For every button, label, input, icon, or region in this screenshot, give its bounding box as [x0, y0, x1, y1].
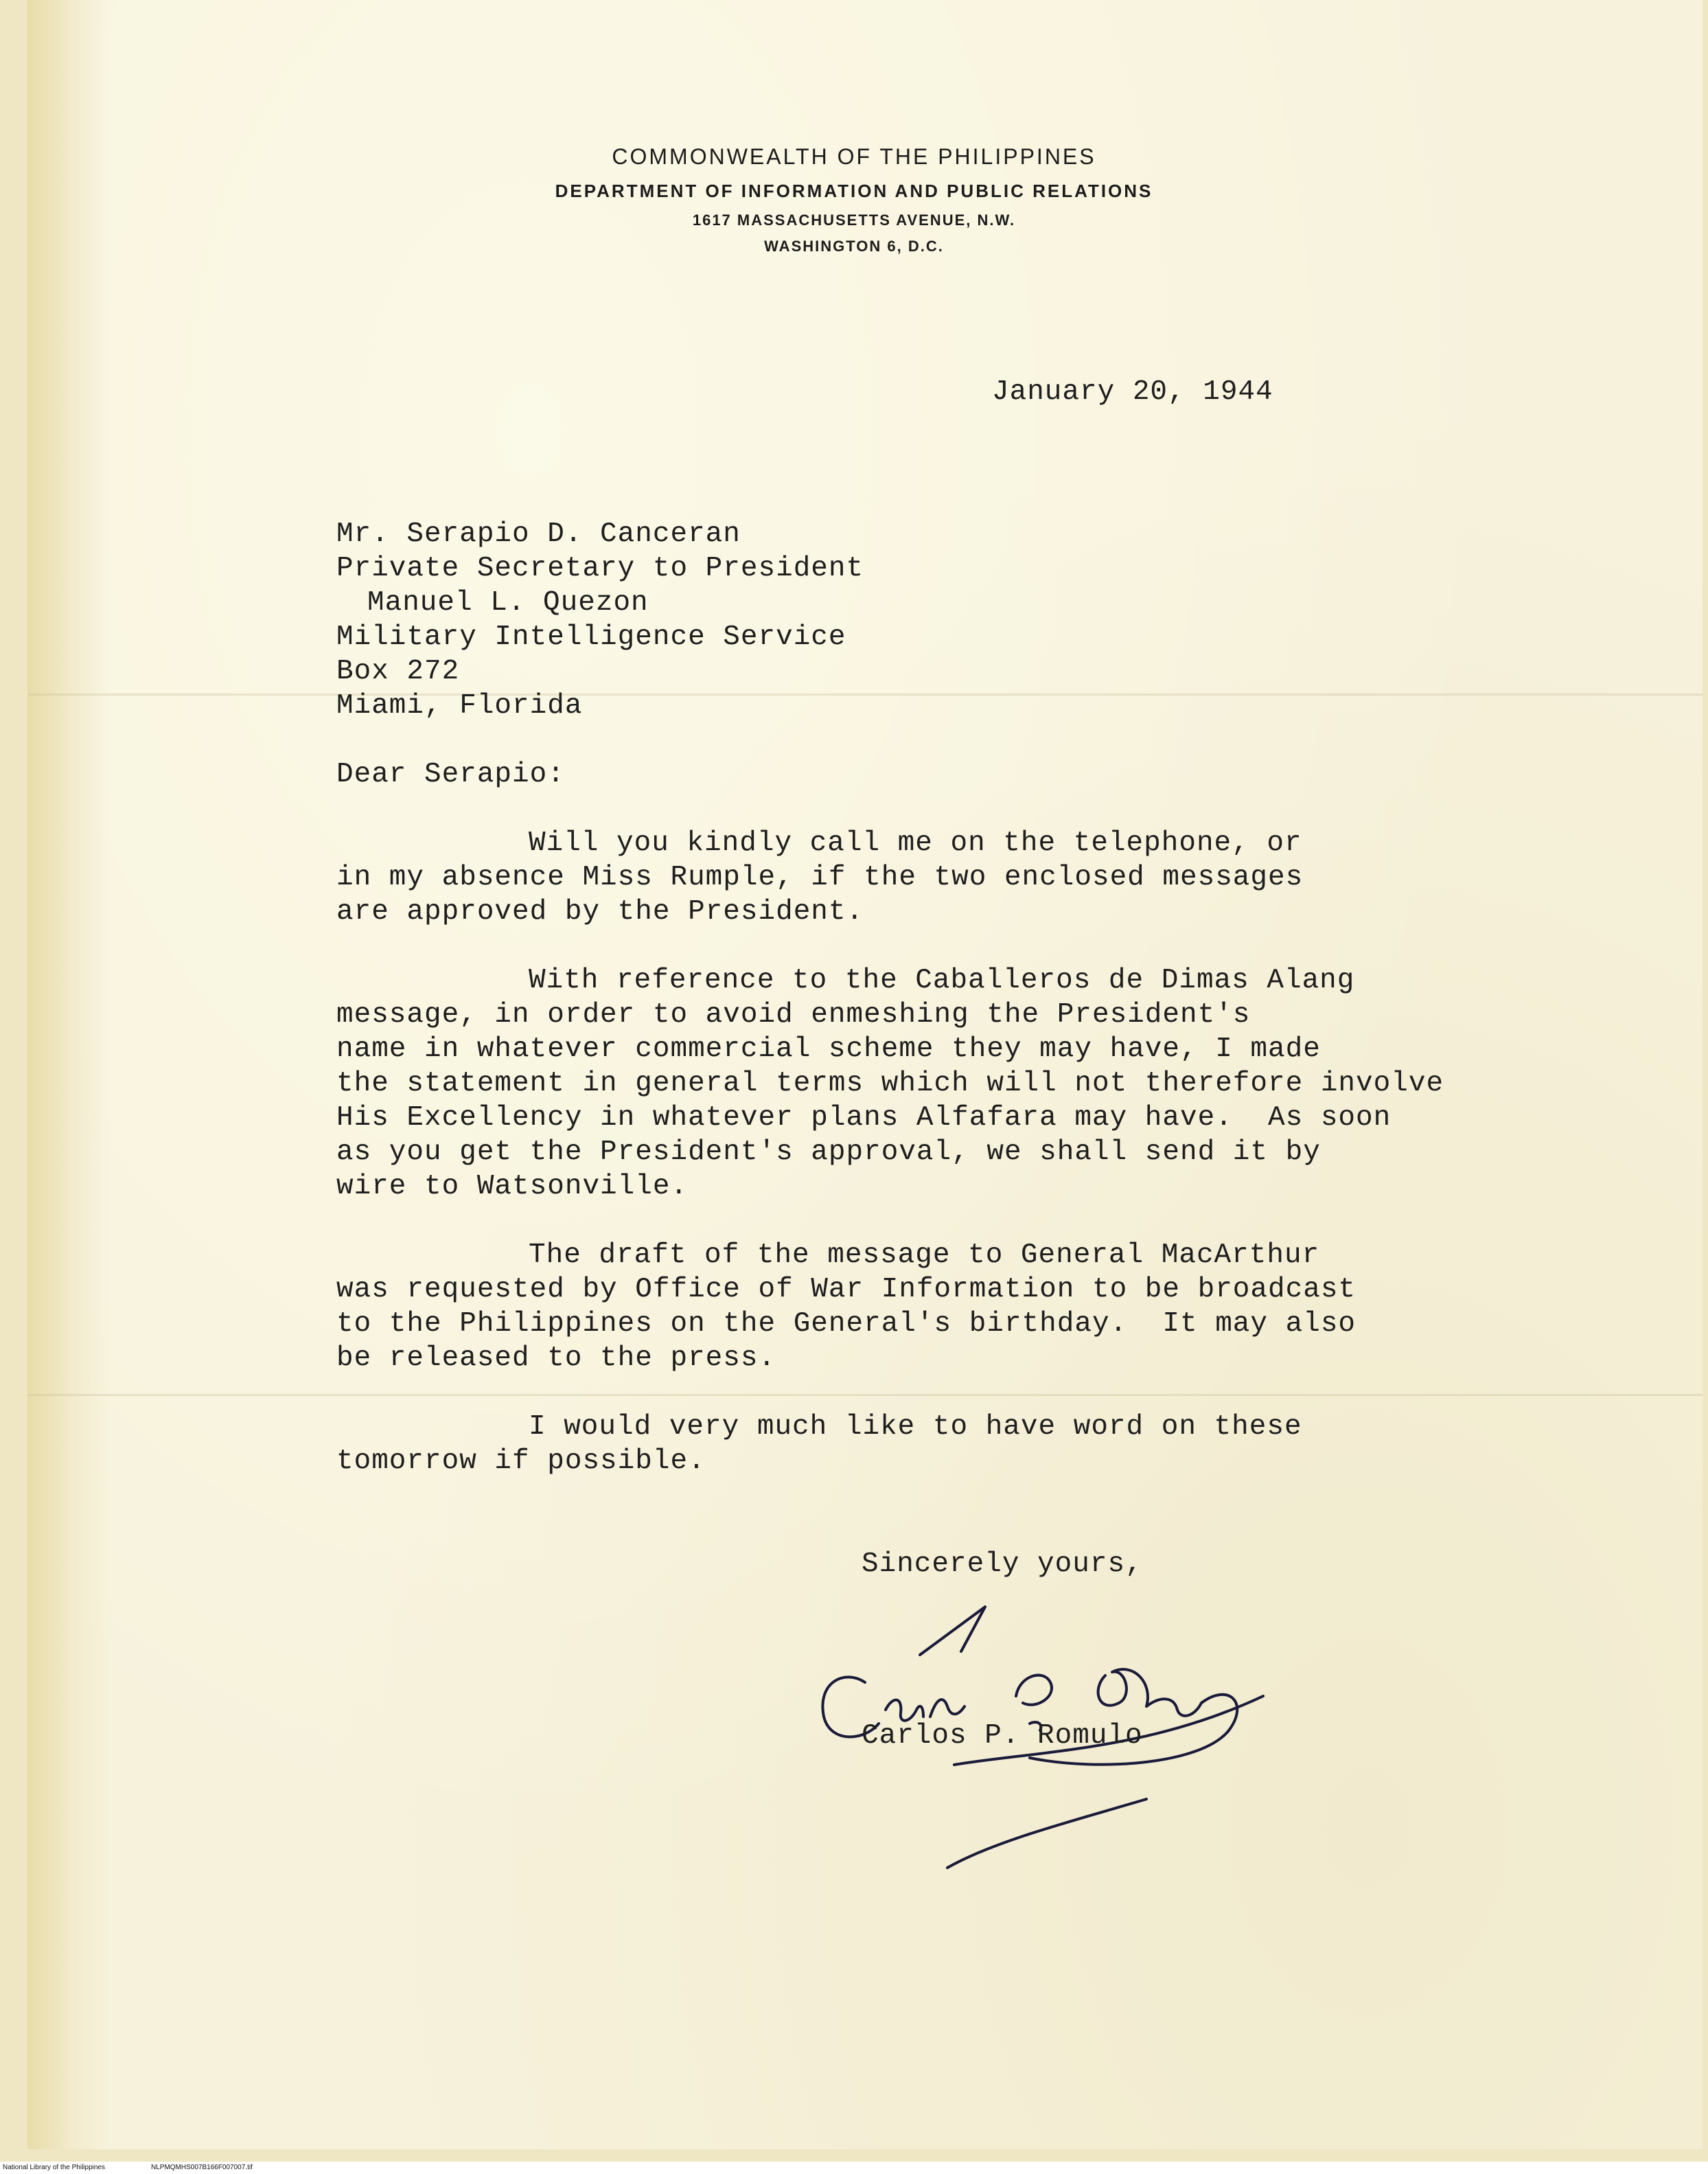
letterhead-city: WASHINGTON 6, D.C. [764, 238, 944, 255]
signature-stroke [920, 1607, 985, 1655]
salutation: Dear Serapio: [336, 759, 565, 790]
addressee-title: Private Secretary to President [336, 553, 864, 584]
body-line: wire to Watsonville. [336, 1171, 689, 1202]
body-line: I would very much like to have word on these [529, 1411, 1302, 1443]
closing: Sincerely yours, [862, 1548, 1143, 1580]
footer-library: National Library of the Philippines [3, 2164, 105, 2171]
body-line: was requested by Office of War Information to be broadcast [336, 1274, 1357, 1305]
signature-stroke [930, 1700, 965, 1717]
letterhead-street: 1617 MASSACHUSETTS AVENUE, N.W. [692, 211, 1016, 229]
paper-crease [27, 1394, 1703, 1396]
body-line: as you get the President's approval, we shall send it by [336, 1136, 1321, 1168]
footer-filename: NLPMQMHS007B166F007007.tif [151, 2164, 253, 2171]
body-line: With reference to the Caballeros de Dimas Alang [529, 965, 1355, 996]
body-line: name in whatever commercial scheme they may have, I made [336, 1033, 1321, 1065]
body-line: message, in order to avoid enmeshing the President's [336, 999, 1251, 1031]
addressee-title-cont: Manuel L. Quezon [367, 587, 649, 619]
paper-crease [27, 694, 1703, 696]
signature-stroke [947, 1799, 1146, 1868]
body-line: in my absence Miss Rumple, if the two enclosed messages [336, 862, 1304, 893]
addressee-org: Military Intelligence Service [336, 621, 846, 653]
signature-stroke [1016, 1675, 1052, 1705]
body-line: His Excellency in whatever plans Alfafara may have. As soon [336, 1102, 1392, 1134]
letter-date: January 20, 1944 [992, 376, 1273, 408]
scan-footer [0, 2162, 1708, 2174]
letterhead-title: COMMONWEALTH OF THE PHILIPPINES [612, 144, 1096, 169]
body-line: to the Philippines on the General's birthday. It may also [336, 1308, 1357, 1340]
body-line: tomorrow if possible. [336, 1445, 706, 1477]
paper-edge-shadow [27, 0, 110, 2149]
body-line: Will you kindly call me on the telephone, or [529, 827, 1302, 859]
body-line: the statement in general terms which will not therefore involve [336, 1068, 1444, 1099]
addressee-box: Box 272 [336, 656, 460, 687]
addressee-city: Miami, Florida [336, 690, 583, 722]
typed-signature-name: Carlos P. Romulo [862, 1720, 1143, 1752]
addressee-name: Mr. Serapio D. Canceran [336, 518, 741, 550]
signature-stroke [886, 1700, 923, 1721]
body-line: be released to the press. [336, 1342, 776, 1374]
signature-stroke [1098, 1669, 1201, 1716]
letterhead-department: DEPARTMENT OF INFORMATION AND PUBLIC RELATIONS [555, 181, 1153, 201]
body-line: The draft of the message to General MacArthur [529, 1239, 1320, 1271]
body-line: are approved by the President. [336, 896, 864, 928]
